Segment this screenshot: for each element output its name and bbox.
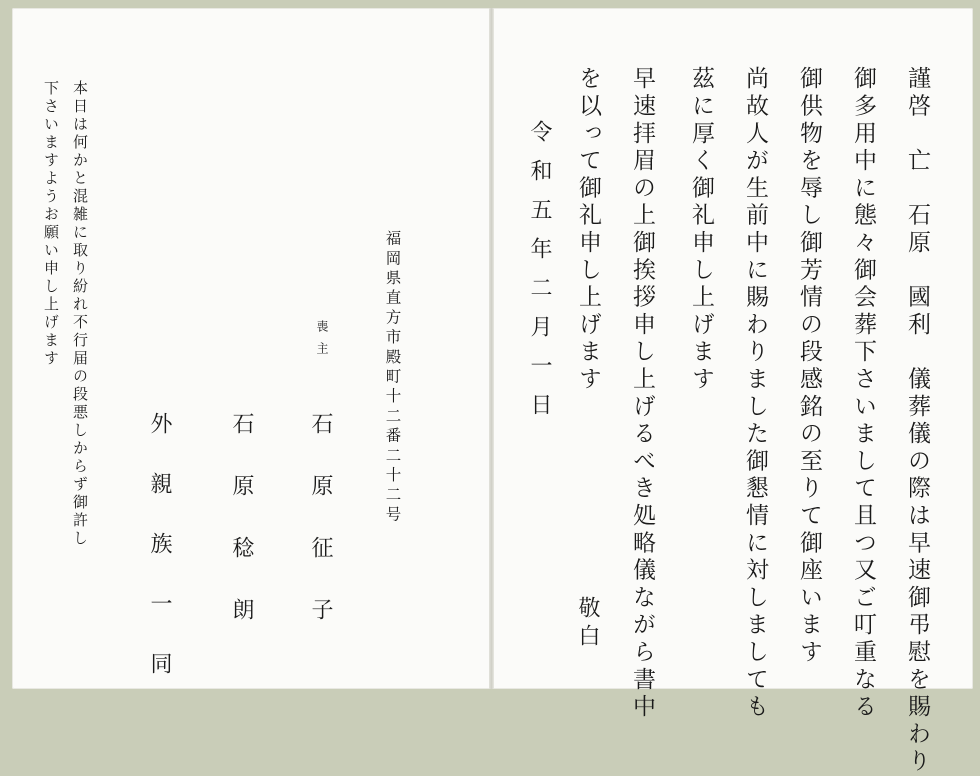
sender-address: 福岡県直方市殿町十二番二十二号 <box>383 230 402 526</box>
sender-role: 喪主 <box>315 320 329 364</box>
sender-name-2: 石原稔朗 <box>229 412 254 660</box>
letter-line-7: を以って御礼申し上げます <box>575 66 601 394</box>
letter-closing: 敬白 <box>575 596 600 652</box>
letter-line-1: 謹啓 亡 石原 國利 儀葬儀の際は早速御弔慰を賜わり <box>904 66 930 776</box>
letter-line-4: 尚故人が生前中に賜わりました御懇情に対しましても <box>742 66 768 722</box>
note-line-1: 本日は何かと混雑に取り紛れ不行届の段悪しからず御許し <box>71 80 89 548</box>
sender-name-3: 外親族一同 <box>147 412 172 712</box>
page-fold <box>489 8 494 689</box>
right-page <box>493 8 973 689</box>
letter-line-2: 御多用中に態々御会葬下さいまして且つ又ご叮重なる <box>850 66 876 722</box>
letter-line-5: 茲に厚く御礼申し上げます <box>688 66 714 394</box>
sender-name-1: 石原征子 <box>308 412 333 660</box>
note-line-2: 下さいますようお願い申し上げます <box>42 80 60 368</box>
letter-line-3: 御供物を辱し御芳情の段感銘の至りて御座います <box>796 66 822 667</box>
letter-date: 令和五年二月一日 <box>527 120 552 432</box>
letter-line-6: 早速拝眉の上御挨拶申し上げるべき処略儀ながら書中 <box>629 66 655 722</box>
